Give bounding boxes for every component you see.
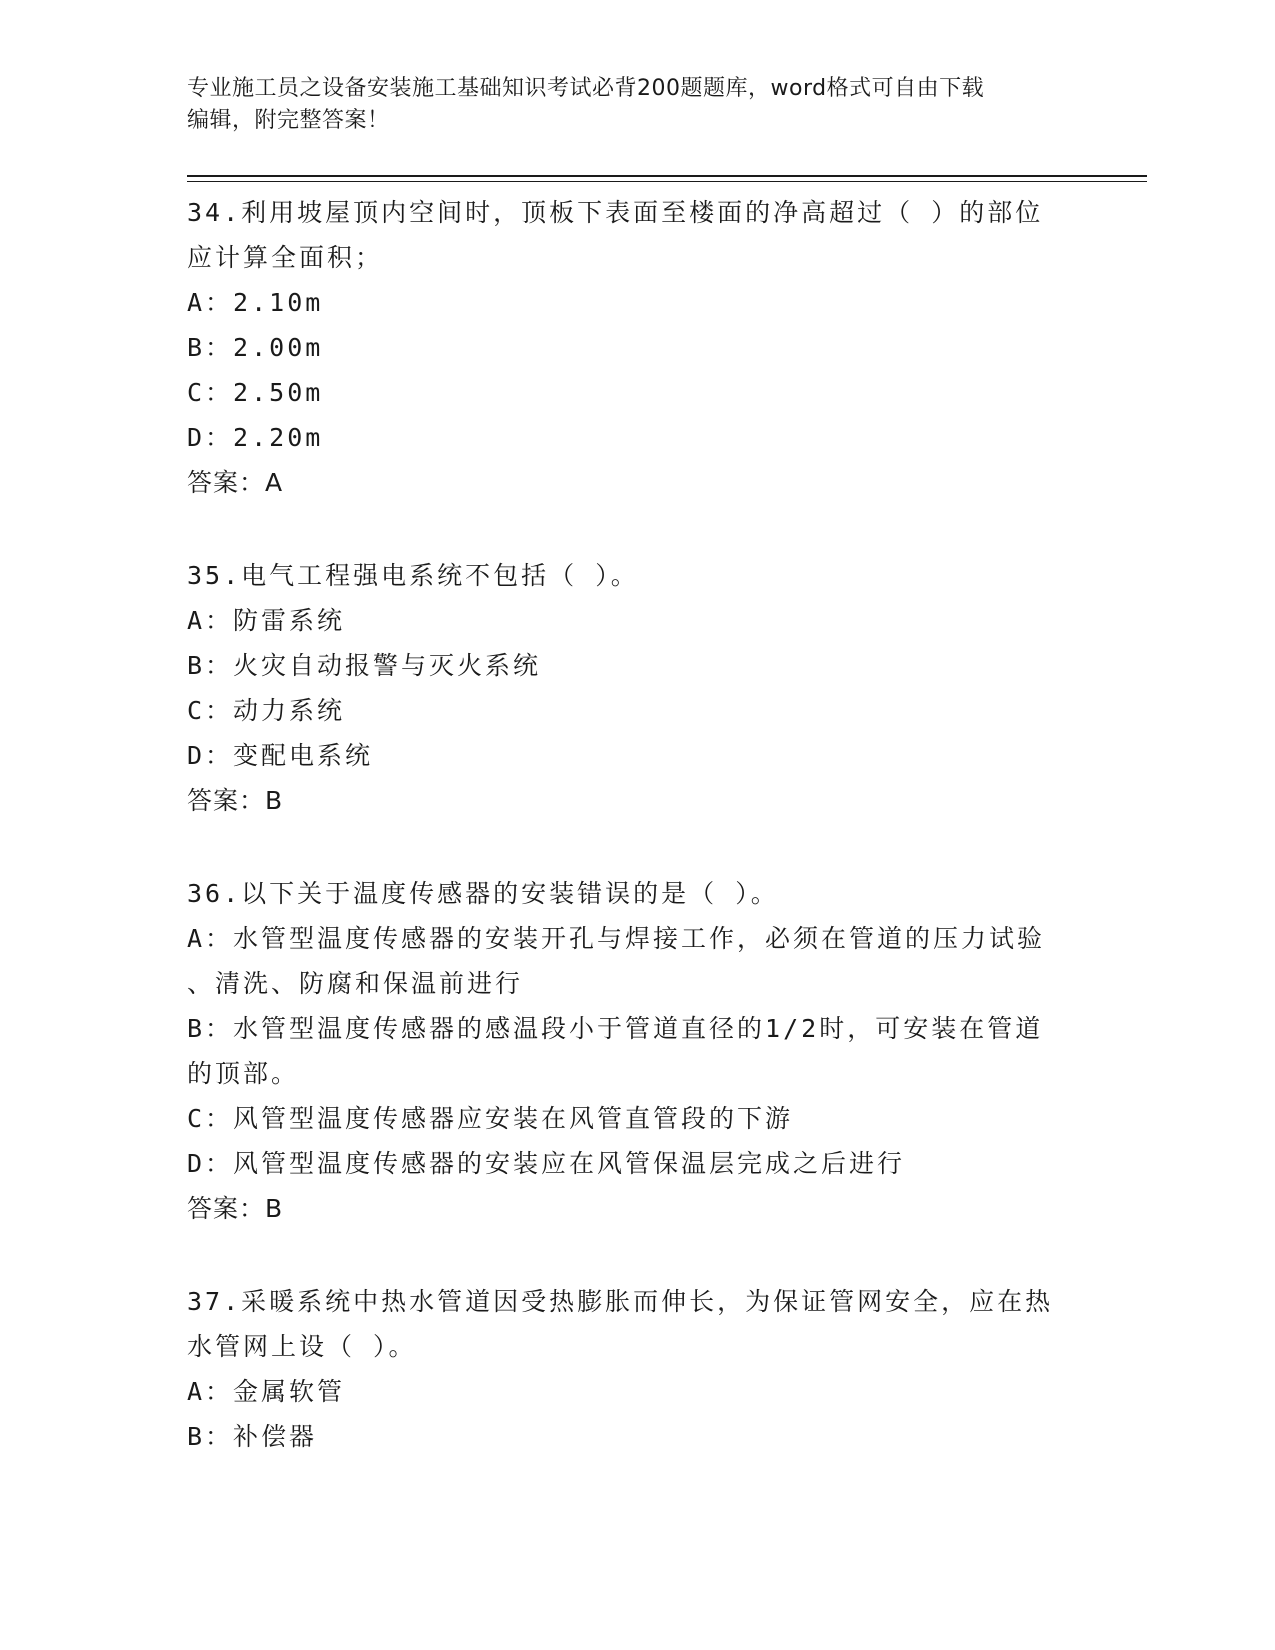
question-stem: 36.以下关于温度传感器的安装错误的是（ ）。 <box>187 879 779 908</box>
option-a-continued: 、清洗、防腐和保温前进行 <box>187 969 524 998</box>
header-line-2: 编辑，附完整答案！ <box>187 108 390 133</box>
answer-line: 答案：B <box>187 1194 284 1223</box>
question-35 <box>187 553 1077 823</box>
question-36 <box>187 871 1077 1231</box>
option-b-continued: 的顶部。 <box>187 1059 300 1088</box>
option-d: D：变配电系统 <box>187 741 374 770</box>
option-a: A：2.10m <box>187 288 324 317</box>
question-34 <box>187 190 1077 505</box>
option-c: C：风管型温度传感器应安装在风管直管段的下游 <box>187 1104 794 1133</box>
question-37 <box>187 1279 1077 1459</box>
header-divider-thick <box>187 175 1147 177</box>
option-b: B：2.00m <box>187 333 324 362</box>
question-stem: 37.采暖系统中热水管道因受热膨胀而伸长，为保证管网安全，应在热 <box>187 1287 1054 1316</box>
option-a: A：水管型温度传感器的安装开孔与焊接工作，必须在管道的压力试验 <box>187 924 1046 953</box>
option-b: B：水管型温度传感器的感温段小于管道直径的1/2时，可安装在管道 <box>187 1014 1044 1043</box>
document-header <box>187 73 1067 137</box>
header-divider-thin <box>187 181 1147 182</box>
option-d: D：2.20m <box>187 423 324 452</box>
answer-line: 答案：A <box>187 468 284 497</box>
option-b: B：补偿器 <box>187 1422 318 1451</box>
option-b: B：火灾自动报警与灭火系统 <box>187 651 542 680</box>
option-a: A：金属软管 <box>187 1377 346 1406</box>
header-line-1: 专业施工员之设备安装施工基础知识考试必背200题题库，word格式可自由下载 <box>187 76 985 101</box>
option-a: A：防雷系统 <box>187 606 346 635</box>
question-stem-continued: 应计算全面积； <box>187 243 384 272</box>
option-c: C：2.50m <box>187 378 324 407</box>
option-d: D：风管型温度传感器的安装应在风管保温层完成之后进行 <box>187 1149 906 1178</box>
option-c: C：动力系统 <box>187 696 346 725</box>
question-stem-continued: 水管网上设（ ）。 <box>187 1332 417 1361</box>
question-list <box>187 190 1077 1507</box>
question-stem: 34.利用坡屋顶内空间时，顶板下表面至楼面的净高超过（ ）的部位 <box>187 198 1044 227</box>
answer-line: 答案：B <box>187 786 284 815</box>
question-stem: 35.电气工程强电系统不包括（ ）。 <box>187 561 639 590</box>
